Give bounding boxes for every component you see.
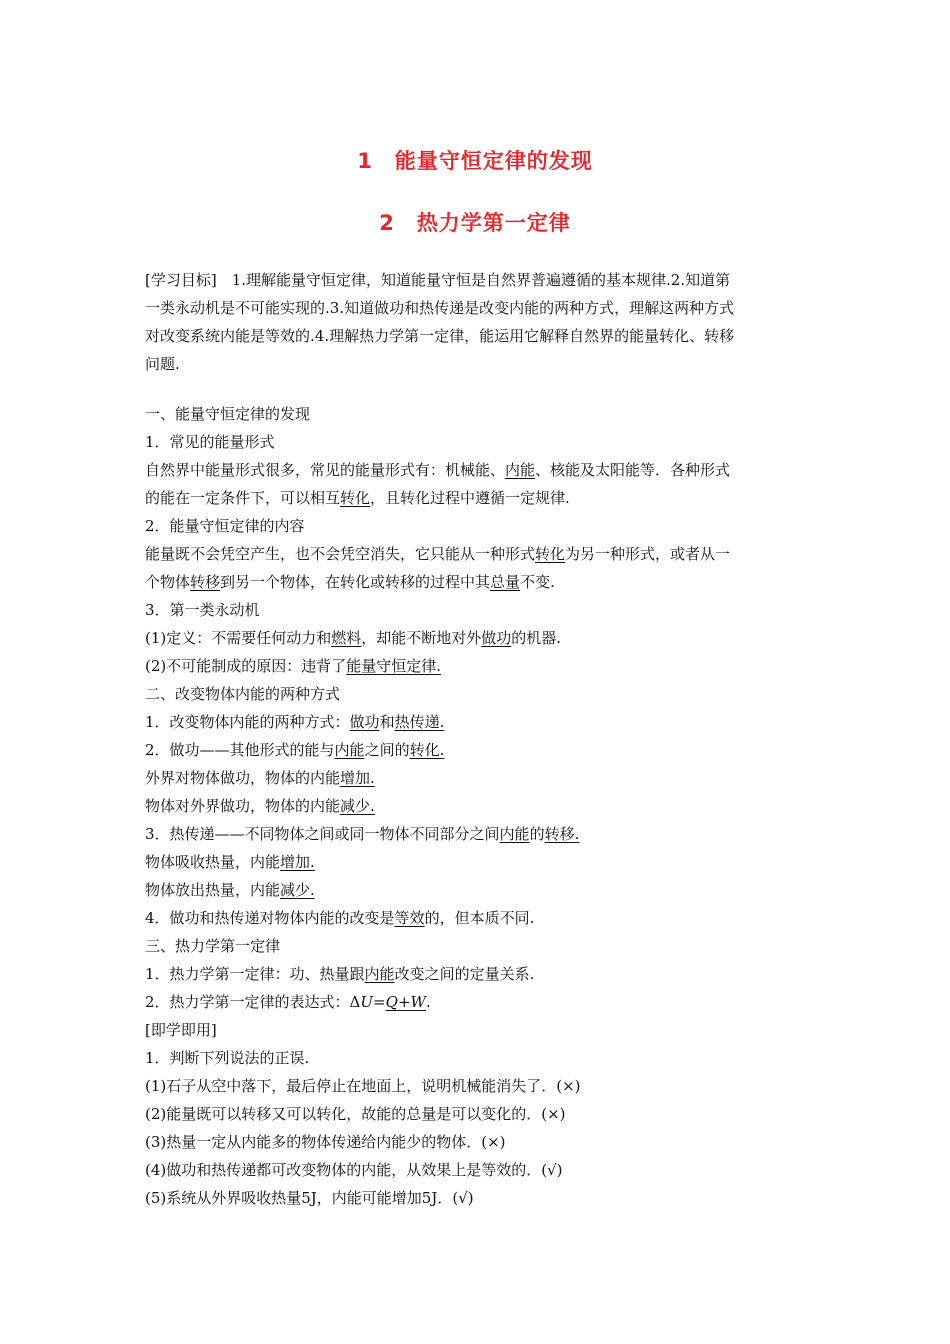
- objectives-line: 问题.: [145, 355, 180, 373]
- document-body: [145, 400, 810, 1212]
- text-segment: 1．热力学第一定律：功、热量跟: [145, 965, 365, 983]
- text-segment: 能量既不会凭空产生，也不会凭空消失，它只能从一种形式: [145, 545, 536, 563]
- text-line: [145, 456, 810, 484]
- text-segment: [即学即用]: [145, 1021, 217, 1039]
- text-line: [145, 904, 810, 932]
- text-line: [145, 1156, 810, 1184]
- text-segment: (3)热量一定从内能多的物体传递给内能少的物体．(×): [145, 1133, 506, 1151]
- underlined-answer: 转移.: [544, 825, 580, 843]
- text-segment: (1)石子从空中落下，最后停止在地面上，说明机械能消失了．(×): [145, 1077, 581, 1095]
- text-segment: (1)定义：不需要任何动力和: [145, 629, 332, 647]
- text-segment: 的机器.: [511, 629, 562, 647]
- text-segment: 改变之间的定量关系.: [394, 965, 535, 983]
- text-line: [145, 932, 810, 960]
- text-segment: 一、能量守恒定律的发现: [145, 405, 311, 423]
- text-segment: 个物体: [145, 573, 191, 591]
- text-segment: 的，但本质不同.: [424, 909, 535, 927]
- underlined-answer: 等效: [394, 909, 425, 927]
- underlined-answer: +: [397, 993, 411, 1011]
- learning-objectives: [145, 266, 810, 378]
- underlined-answer: 增加.: [340, 769, 375, 787]
- underlined-answer: 转化.: [409, 741, 445, 759]
- text-line: [145, 568, 810, 596]
- underlined-answer: 减少.: [280, 881, 315, 899]
- text-segment: 二、改变物体内能的两种方式: [145, 685, 341, 703]
- text-segment: (2)不可能制成的原因：违背了: [145, 657, 347, 675]
- text-segment: 3．第一类永动机: [145, 601, 260, 619]
- text-segment: 2．做功——其他形式的能与: [145, 741, 335, 759]
- text-line: [145, 820, 810, 848]
- text-line: [145, 1044, 810, 1072]
- text-line: [145, 1100, 810, 1128]
- underlined-answer: Q: [385, 993, 398, 1011]
- text-line: [145, 960, 810, 988]
- text-line: [145, 428, 810, 456]
- text-segment: 4．做功和热传递对物体内能的改变是: [145, 909, 395, 927]
- text-segment: 物体对外界做功，物体的内能: [145, 797, 341, 815]
- text-segment: =: [373, 993, 386, 1011]
- text-segment: ，且转化过程中遵循一定规律.: [370, 489, 570, 507]
- text-line: [145, 680, 810, 708]
- text-line: [145, 596, 810, 624]
- text-segment: 三、热力学第一定律: [145, 937, 281, 955]
- text-segment: 外界对物体做功，物体的内能: [145, 769, 341, 787]
- underlined-answer: 增加.: [280, 853, 315, 871]
- text-line: [145, 792, 810, 820]
- text-line: [145, 1016, 810, 1044]
- underlined-answer: 内能: [364, 965, 395, 983]
- text-line: [145, 540, 810, 568]
- underlined-answer: 转化: [535, 545, 566, 563]
- text-line: [145, 512, 810, 540]
- text-line: [145, 1184, 810, 1212]
- text-segment: 的: [529, 825, 545, 843]
- objectives-label: [学习目标]: [145, 271, 217, 289]
- text-segment: 1．常见的能量形式: [145, 433, 275, 451]
- text-line: [145, 988, 810, 1016]
- objectives-line: [145, 266, 810, 294]
- section-title-2: 2 热力学第一定律: [379, 211, 571, 235]
- objectives-line: 一类永动机是不可能实现的.3.知道做功和热传递是改变内能的两种方式，理解这两种方式: [145, 299, 735, 317]
- text-segment: 自然界中能量形式很多，常见的能量形式有：机械能、: [145, 461, 506, 479]
- underlined-answer: 做功: [349, 713, 380, 731]
- text-segment: 不变.: [520, 573, 555, 591]
- text-segment: 物体放出热量，内能: [145, 881, 281, 899]
- text-segment: .: [425, 993, 431, 1011]
- text-line: [145, 876, 810, 904]
- text-segment: 1．改变物体内能的两种方式：: [145, 713, 350, 731]
- text-line: [145, 484, 810, 512]
- objectives-text: 1.理解能量守恒定律，知道能量守恒是自然界普遍遵循的基本规律.2.知道第: [216, 271, 731, 289]
- underlined-answer: 做功: [481, 629, 512, 647]
- text-line: [145, 400, 810, 428]
- underlined-answer: 热传递.: [394, 713, 445, 731]
- text-segment: 的能在一定条件下，可以相互: [145, 489, 341, 507]
- underlined-answer: 能量守恒定律.: [346, 657, 442, 675]
- text-segment: 2．热力学第一定律的表达式：Δ: [145, 993, 361, 1011]
- text-segment: 物体吸收热量，内能: [145, 853, 281, 871]
- underlined-answer: 转化: [340, 489, 371, 507]
- text-line: [145, 1128, 810, 1156]
- text-line: [145, 736, 810, 764]
- text-segment: ，却能不断地对外: [361, 629, 482, 647]
- text-segment: 到另一个物体，在转化或转移的过程中其: [220, 573, 491, 591]
- text-line: [145, 764, 810, 792]
- underlined-answer: 总量: [490, 573, 521, 591]
- text-segment: (4)做功和热传递都可改变物体的内能，从效果上是等效的．(√): [145, 1161, 563, 1179]
- underlined-answer: W: [410, 993, 426, 1011]
- text-segment: 为另一种形式，或者从一: [565, 545, 731, 563]
- underlined-answer: 转移: [190, 573, 221, 591]
- text-line: [145, 652, 810, 680]
- text-segment: U: [360, 993, 374, 1011]
- text-line: [145, 1072, 810, 1100]
- underlined-answer: 燃料: [331, 629, 362, 647]
- text-segment: 、核能及太阳能等．各种形式: [535, 461, 731, 479]
- underlined-answer: 内能: [505, 461, 536, 479]
- text-line: [145, 624, 810, 652]
- underlined-answer: 内能: [499, 825, 530, 843]
- text-line: [145, 848, 810, 876]
- underlined-answer: 减少.: [340, 797, 375, 815]
- text-segment: 1．判断下列说法的正误.: [145, 1049, 310, 1067]
- text-segment: (2)能量既可以转移又可以转化，故能的总量是可以变化的．(×): [145, 1105, 566, 1123]
- section-title-1: 1 能量守恒定律的发现: [357, 149, 593, 173]
- text-segment: (5)系统从外界吸收热量5J，内能可能增加5J．(√): [145, 1189, 474, 1207]
- text-segment: 3．热传递——不同物体之间或同一物体不同部分之间: [145, 825, 500, 843]
- text-segment: 之间的: [364, 741, 410, 759]
- underlined-answer: 内能: [334, 741, 365, 759]
- text-line: [145, 708, 810, 736]
- objectives-line: 对改变系统内能是等效的.4.理解热力学第一定律，能运用它解释自然界的能量转化、转移: [145, 327, 735, 345]
- text-segment: 2．能量守恒定律的内容: [145, 517, 305, 535]
- text-segment: 和: [379, 713, 395, 731]
